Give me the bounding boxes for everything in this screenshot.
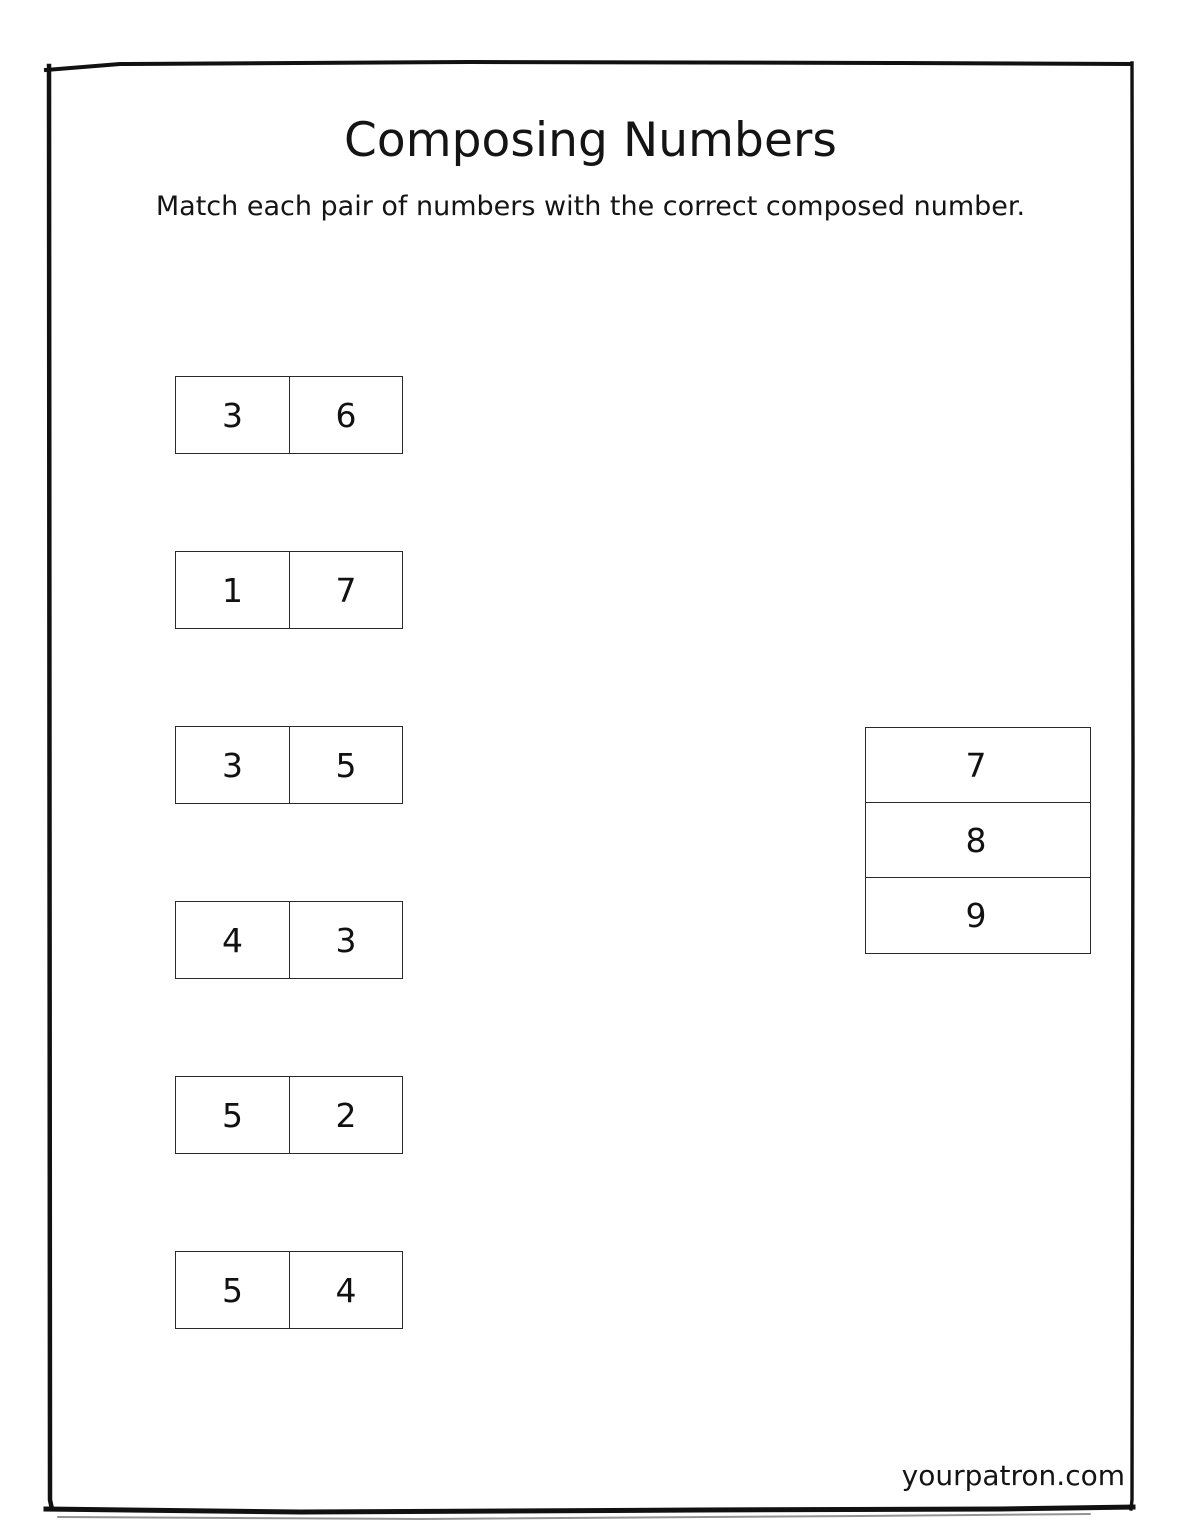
composed-answer-cell[interactable]: 8 [866,803,1090,878]
number-pair-box[interactable] [175,1076,403,1154]
pair-left-cell[interactable]: 3 [222,745,243,785]
pair-left-cell[interactable]: 3 [222,395,243,435]
composed-answers-column [865,727,1091,954]
composed-answer-cell[interactable]: 7 [866,728,1090,803]
pair-right-cell[interactable]: 7 [289,552,402,628]
pair-right-cell[interactable]: 2 [289,1077,402,1153]
number-pairs-column [175,376,404,1329]
pair-left-cell[interactable]: 1 [222,570,243,610]
worksheet-header [48,62,1133,224]
pair-left-cell[interactable]: 5 [222,1095,243,1135]
pair-left-cell[interactable]: 5 [222,1270,243,1310]
composed-answer-cell[interactable]: 9 [965,896,987,935]
number-pair-box[interactable] [175,726,403,804]
number-pair-box[interactable] [175,551,403,629]
number-pair-box[interactable] [175,901,403,979]
footer-watermark: yourpatron.com [901,1459,1125,1492]
number-pair-box[interactable] [175,1251,403,1329]
number-pair-box[interactable] [175,376,403,454]
pair-right-cell[interactable]: 3 [289,902,402,978]
pair-right-cell[interactable]: 6 [289,377,402,453]
page-title: Composing Numbers [343,113,838,168]
pair-right-cell[interactable]: 4 [289,1252,402,1328]
pair-right-cell[interactable]: 5 [289,727,402,803]
page-subtitle: Match each pair of numbers with the correct composed number. [155,191,1026,223]
pair-left-cell[interactable]: 4 [222,920,243,960]
